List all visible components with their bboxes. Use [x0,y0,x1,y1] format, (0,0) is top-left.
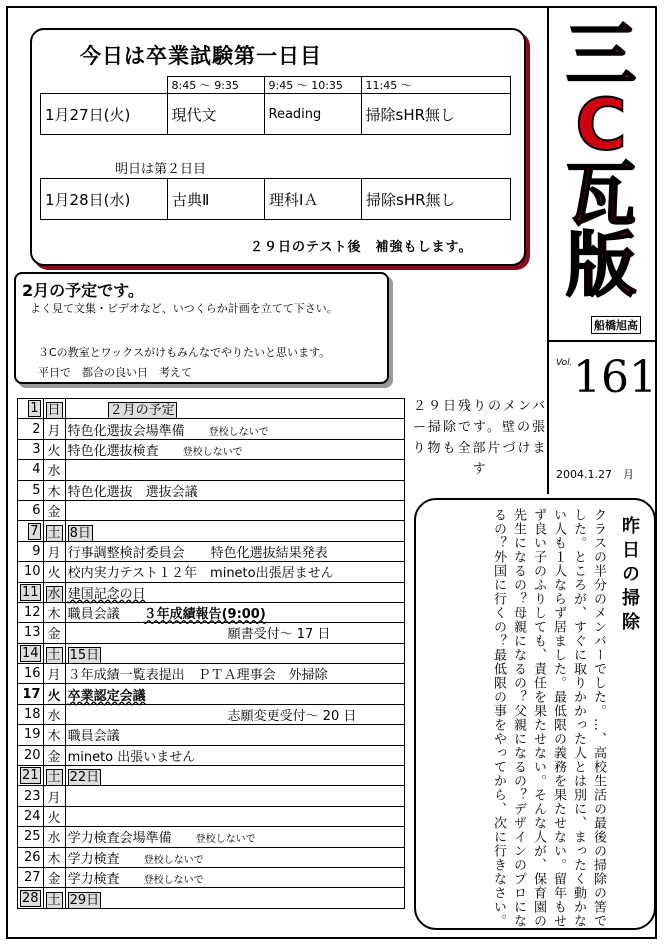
calendar-weekday: 日 [43,399,65,419]
calendar-note: 登校しないで [195,834,256,846]
calendar-row [18,602,405,622]
calendar-weekday: 月 [43,664,65,684]
calendar-day: 2 [18,419,44,439]
exam-subject: Reading [264,94,361,135]
yesterday-title: 昨日の掃除 [619,516,640,636]
calendar-day: 10 [18,562,44,582]
calendar-event [65,704,404,724]
calendar-weekday: 水 [43,460,65,480]
calendar-day: 21 [18,766,44,786]
calendar-event [65,806,404,826]
calendar-weekday: 水 [43,582,65,602]
time-period-1: 8:45 ～ 9:35 [167,77,264,94]
calendar-day: 25 [18,827,44,847]
exam-subject: 掃除sHR無し [361,94,510,135]
calendar-weekday: 土 [43,766,65,786]
calendar-day: 5 [18,480,44,500]
exam-table-day2 [40,178,511,220]
calendar-note: 願書受付～ 17 日 [227,627,331,643]
calendar-row [18,399,405,419]
calendar-weekday: 水 [43,704,65,724]
calendar-day: 26 [18,847,44,867]
calendar-weekday: 木 [43,602,65,622]
calendar-weekday: 土 [43,888,65,908]
calendar-event [65,460,404,480]
calendar-day: 13 [18,623,44,643]
calendar-event: 22日 [65,766,404,786]
feb-line: ３Cの教室とワックスがけもみんなでやりたいと思います。 [38,346,331,359]
calendar-weekday: 金 [43,500,65,520]
calendar-event: 特色化選抜 選抜会議 [65,480,404,500]
calendar-weekday: 土 [43,643,65,663]
calendar-event: 学力検査 登校しないで [65,847,404,867]
calendar-weekday: 月 [43,541,65,561]
calendar-event: 校内実力テスト１２年 mineto出張居ません [65,562,404,582]
calendar-day: 19 [18,725,44,745]
calendar-row [18,806,405,826]
calendar-event [65,500,404,520]
calendar-event: 行事調整検討委員会 特色化選抜結果発表 [65,541,404,561]
calendar-day: 4 [18,460,44,480]
calendar-note: 登校しないで [208,426,269,438]
calendar-weekday: 木 [43,725,65,745]
time-period-3: 11:45 ～ [361,77,510,94]
vol-label: Vol. [556,358,573,368]
exam-subject: 古典Ⅱ [168,179,265,220]
calendar-row [18,643,405,663]
calendar-note: 志願変更受付～ 20 日 [227,709,357,725]
calendar-event [65,623,404,643]
calendar-day: 23 [18,786,44,806]
calendar-day: 27 [18,867,44,887]
calendar-weekday: 金 [43,623,65,643]
calendar-row [18,500,405,520]
calendar-weekday: 月 [43,419,65,439]
calendar-event: 特色化選抜検査 登校しないで [65,439,404,459]
calendar-weekday: 木 [43,480,65,500]
calendar-day: 17 [18,684,44,704]
calendar-row [18,847,405,867]
exam-note: ２９日のテスト後 補強もします。 [250,240,473,255]
feb-line: 平日で 都合の良い日 考えて [38,366,192,379]
calendar-day: 7 [18,521,44,541]
calendar-event: 学力検査会場準備 登校しないで [65,827,404,847]
calendar-row [18,664,405,684]
calendar-row [18,888,405,908]
calendar-row [18,521,405,541]
calendar-event: 建国記念の日 [65,582,404,602]
calendar-weekday: 水 [43,827,65,847]
calendar-event: 29日 [65,888,404,908]
cleanup-note: ２９日残りのメンバー掃除です。壁の張り物も全部片づけます [412,399,548,477]
calendar-weekday: 金 [43,867,65,887]
calendar-day: 16 [18,664,44,684]
february-calendar [17,398,405,909]
school-name: 船橋旭高 [591,316,641,334]
calendar-weekday: 金 [43,745,65,765]
exam-table-day1 [40,76,511,135]
calendar-row [18,541,405,561]
calendar-row [18,786,405,806]
calendar-event: 学力検査 登校しないで [65,867,404,887]
masthead-char: C [575,84,627,166]
calendar-weekday: 火 [43,806,65,826]
calendar-weekday: 月 [43,786,65,806]
yesterday-body: クラスの半分のメンバーでした。…、高校生活の最後の掃除の筈でした。ところが、すぐに取りかかった人とは別に、まったく動かない人も１人ならず居ました。最低限の義務を果たせない。留年もせず良い子のふりしても、責任を果たせない。そんな人が、保育園の先生になるの？母親になるの？父親になるの？デザインのプロになるの？外国に行くの？最低限の事をやってから、次に行きなさい。 [491,508,606,928]
vol-number: 161 [573,352,657,403]
calendar-day: 24 [18,806,44,826]
calendar-day: 6 [18,500,44,520]
calendar-day: 14 [18,643,44,663]
calendar-day: 28 [18,888,44,908]
issue-date: 2004.1.27 月 [556,468,634,481]
calendar-row [18,766,405,786]
calendar-event-highlight: ３年成績報告(9:00) [143,607,266,623]
calendar-weekday: 土 [43,521,65,541]
calendar-event: 職員会議 ３年成績報告(9:00) [65,602,404,622]
masthead-char: 瓦 [566,154,636,236]
calendar-row [18,725,405,745]
calendar-day: 20 [18,745,44,765]
calendar-row [18,623,405,643]
calendar-event: ２月の予定 [65,399,404,419]
calendar-note: 登校しないで [143,854,204,866]
masthead-char: 版 [566,224,636,306]
feb-line: よく見て文集・ビデオなど、いつくらか計画を立てて下さい。 [30,302,338,315]
calendar-row [18,684,405,704]
exam-date: 1月28日(水) [41,179,168,220]
calendar-weekday: 木 [43,847,65,867]
calendar-event: ３年成績一覧表提出 ＰＴＡ理事会 外掃除 [65,664,404,684]
calendar-row [18,704,405,724]
calendar-day: 18 [18,704,44,724]
calendar-weekday: 火 [43,562,65,582]
exam-subject: 掃除sHR無し [362,179,511,220]
calendar-day: 3 [18,439,44,459]
feb-title: 2月の予定です。 [22,281,144,300]
time-period-2: 9:45 ～ 10:35 [264,77,361,94]
calendar-row [18,419,405,439]
calendar-row [18,827,405,847]
calendar-day: 11 [18,582,44,602]
calendar-event: 職員会議 [65,725,404,745]
calendar-row [18,439,405,459]
exam-subject: 理科ⅠＡ [265,179,362,220]
calendar-day: 12 [18,602,44,622]
masthead-char: 三 [566,14,636,96]
calendar-weekday: 火 [43,684,65,704]
calendar-event: mineto 出張いません [65,745,404,765]
calendar-note: 登校しないで [182,446,243,458]
tomorrow-label: 明日は第２日目 [115,162,207,177]
calendar-event: 8日 [65,521,404,541]
masthead-title [555,14,647,304]
calendar-event: 卒業認定会議 [65,684,404,704]
calendar-row [18,562,405,582]
calendar-row [18,867,405,887]
calendar-event [65,786,404,806]
calendar-weekday: 火 [43,439,65,459]
calendar-row [18,460,405,480]
exam-date: 1月27日(火) [41,94,168,135]
calendar-row [18,480,405,500]
masthead-divider [547,340,657,342]
calendar-row [18,582,405,602]
calendar-note: 登校しないで [143,875,204,887]
calendar-day: 1 [18,399,44,419]
calendar-event: 15日 [65,643,404,663]
exam-subject: 現代文 [167,94,264,135]
exam-title: 今日は卒業試験第一日目 [80,44,322,68]
calendar-event: 特色化選抜会場準備 登校しないで [65,419,404,439]
calendar-day: 9 [18,541,44,561]
calendar-row [18,745,405,765]
